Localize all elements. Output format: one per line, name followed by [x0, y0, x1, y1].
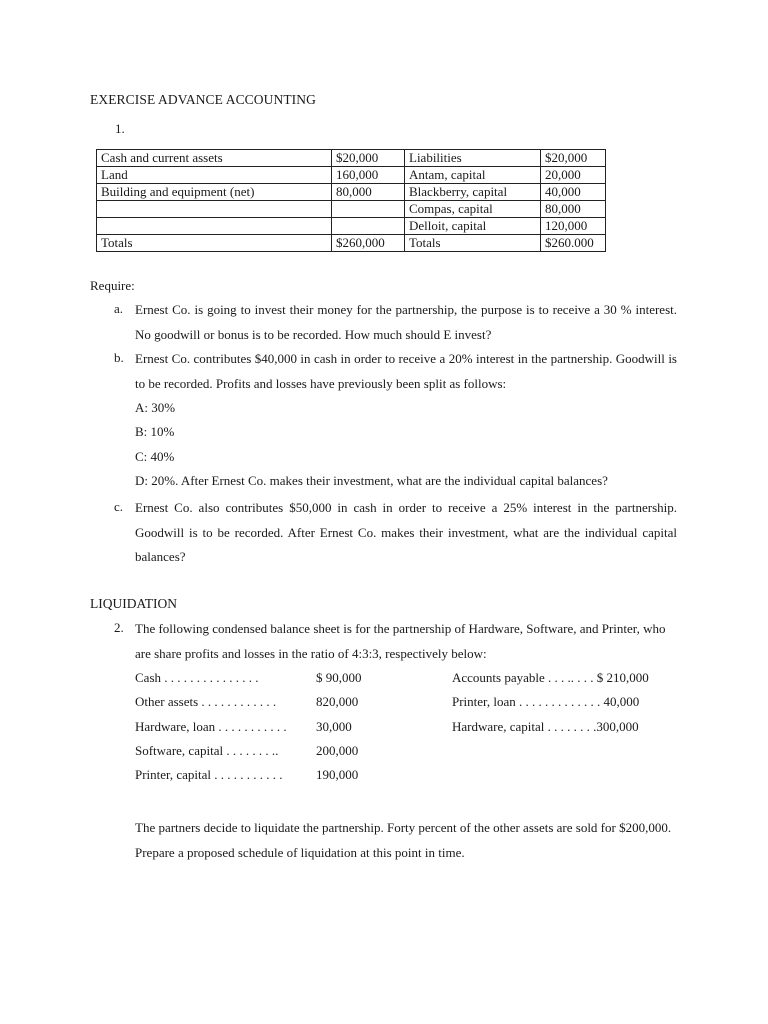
split-a: A: 30%	[135, 400, 176, 415]
table-cell: 160,000	[332, 167, 405, 184]
balance-left-label: Printer, capital . . . . . . . . . . .	[135, 767, 283, 782]
table-cell: Compas, capital	[405, 201, 541, 218]
balance-left-value: 30,000	[316, 719, 352, 734]
balance-left-label: Other assets . . . . . . . . . . . .	[135, 694, 277, 709]
table-cell	[332, 201, 405, 218]
item-a-text: Ernest Co. is going to invest their money for the partnership, the purpose is to receive a 30 % interest. No goodwill or bonus is to be recorded. How much should E invest?	[135, 302, 677, 342]
table-cell: Totals	[405, 235, 541, 252]
table-row	[97, 184, 606, 201]
table-cell: Cash and current assets	[97, 150, 332, 167]
document-title: EXERCISE ADVANCE ACCOUNTING	[90, 92, 316, 107]
item-c-marker: c.	[114, 499, 124, 514]
table-cell: 80,000	[332, 184, 405, 201]
table-cell: $20,000	[332, 150, 405, 167]
table-cell: $260.000	[541, 235, 606, 252]
table-cell: Blackberry, capital	[405, 184, 541, 201]
table-cell	[332, 218, 405, 235]
item-b-marker: b.	[114, 350, 124, 365]
table-cell: Land	[97, 167, 332, 184]
table-cell: 120,000	[541, 218, 606, 235]
table-cell	[97, 218, 332, 235]
balance-right-line: Accounts payable . . . .. . . . $ 210,000	[452, 670, 649, 685]
balance-left-label: Hardware, loan . . . . . . . . . . .	[135, 719, 287, 734]
item-c-text: Ernest Co. also contributes $50,000 in cash in order to receive a 25% interest in the partnership. Goodwill is to be recorded. After Ernest Co. makes their investment, what are the individual capital balances?	[135, 500, 677, 564]
balance-right-line: Hardware, capital . . . . . . . .300,000	[452, 719, 639, 734]
split-b: B: 10%	[135, 424, 175, 439]
table-cell: $20,000	[541, 150, 606, 167]
balance-left-value: 190,000	[316, 767, 359, 782]
table-row	[97, 167, 606, 184]
question-1-number: 1.	[115, 121, 125, 136]
item-b-text: Ernest Co. contributes $40,000 in cash in order to receive a 20% interest in the partnership. Goodwill is to be recorded. Profits and losses have previously been split as follows:	[135, 351, 677, 391]
question-2-number: 2.	[114, 620, 124, 635]
question-2-closing: The partners decide to liquidate the partnership. Forty percent of the other assets are sold for $200,000. Prepare a proposed schedule of liquidation at this point in time.	[135, 820, 672, 860]
balance-left-label: Cash . . . . . . . . . . . . . . .	[135, 670, 259, 685]
balance-left-value: 820,000	[316, 694, 359, 709]
table-row	[97, 150, 606, 167]
table-cell: 40,000	[541, 184, 606, 201]
table-cell: Building and equipment (net)	[97, 184, 332, 201]
question-2-text: The following condensed balance sheet is for the partnership of Hardware, Software, and Printer, who are share profits and losses in the ratio of 4:3:3, respectively below:	[135, 621, 666, 661]
table-cell	[97, 201, 332, 218]
balance-left-value: $ 90,000	[316, 670, 362, 685]
liquidation-heading: LIQUIDATION	[90, 596, 177, 611]
item-a-marker: a.	[114, 301, 124, 316]
table-cell: 80,000	[541, 201, 606, 218]
split-d: D: 20%. After Ernest Co. makes their investment, what are the individual capital balances?	[135, 473, 608, 488]
balance-right-line: Printer, loan . . . . . . . . . . . . . 40,000	[452, 694, 640, 709]
partnership-balance-table	[96, 149, 606, 252]
table-cell: Liabilities	[405, 150, 541, 167]
table-row	[97, 201, 606, 218]
table-row	[97, 235, 606, 252]
split-c: C: 40%	[135, 449, 175, 464]
balance-left-value: 200,000	[316, 743, 359, 758]
table-cell: 20,000	[541, 167, 606, 184]
table-cell: Delloit, capital	[405, 218, 541, 235]
table-row	[97, 218, 606, 235]
table-cell: $260,000	[332, 235, 405, 252]
balance-left-label: Software, capital . . . . . . . ..	[135, 743, 279, 758]
table-cell: Antam, capital	[405, 167, 541, 184]
require-label: Require:	[90, 278, 135, 293]
table-cell: Totals	[97, 235, 332, 252]
